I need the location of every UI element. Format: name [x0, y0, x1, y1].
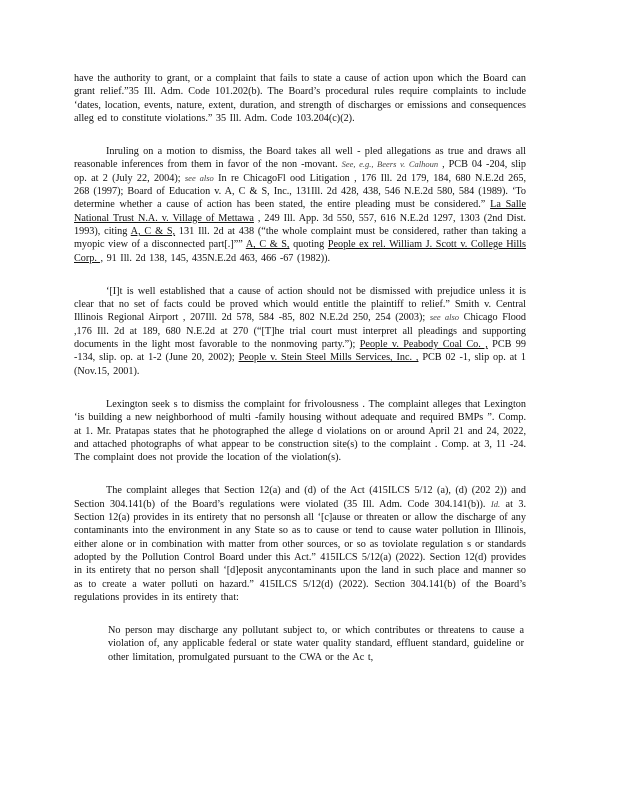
case-citation: La Salle National Trust N.A. v. Village of Mettawa	[74, 199, 526, 224]
text-run: Lexington seek s to dismiss the complaint for frivolousness . The complaint alleges that Lexington ‘is building a new neighborhood of multi -family housing without adequate and required BMPs ”. Comp. at 1. Mr. Pratapas states that he photographed the allege d violations on or around April 21 and 24, 2022, and attached photographs of what appear to be construction site(s) to the complaint . Comp. at 3, 11 -24. The complaint does not provide the location of the violation(s).	[74, 398, 526, 464]
text-run: quoting	[289, 239, 328, 251]
text-run: In re ChicagoFl ood Litigation , 176 Ill. 2d 179, 184, 680 N.E.2d 265, 268 (1997); Board of Education v. A, C & S, Inc., 131Ill. 2d 428, 438, 546 N.E.2d 580, 584 (1989). ‘To determine whether a cause of action has been stated, the entire pleading must be considered.”	[74, 172, 526, 211]
paragraph-1	[74, 72, 526, 125]
paragraph-3	[74, 285, 526, 378]
case-citation: People ex rel. William J. Scott v. College Hills Corp. ,	[74, 239, 527, 264]
text-run: , PCB 04 -204, slip op. at 2 (July 22, 2004);	[74, 159, 526, 184]
case-citation: People v. Stein Steel Mills Services, Inc. ,	[238, 352, 419, 364]
paragraph-5	[74, 484, 526, 604]
signal-phrase: Id.	[490, 498, 501, 509]
signal-phrase: See, e.g., Beers v. Calhoun	[341, 159, 439, 170]
text-run: at 3. Section 12(a) provides in its entirety that no personsh all ‘[c]ause or threaten or allow the discharge of any contaminants into the environment in any State so as to cause or tend to cause water pollution in Illinois, either alone or in combination with matter from other sources, or so as toviolate regulation s or standards adopted by the Pollution Control Board under this Act.” 415ILCS 5/12(a) (2022). Section 12(d) provides in its entirety that no person shall ‘[d]eposit anycontaminants upon the land in such place and manner so as to create a water polluti on hazard.” 415ILCS 5/12(d) (2022). Section 304.141(b) of the Board’s regulations provides in its entirety that:	[74, 498, 527, 603]
text-run: ‘[I]t is well established that a cause of action should not be dismissed with prejudice unless it is clear that no set of facts could be proved which would entitle the plaintiff to relief.” Smith v. Central Illinois Regional Airport , 207Ill. 2d 578, 584 -85, 802 N.E.2d 250, 254 (2003);	[74, 285, 526, 324]
paragraph-2	[74, 145, 526, 265]
text-run: 91 Ill. 2d 138, 145, 435N.E.2d 463, 466 -67 (1982)).	[103, 252, 331, 264]
paragraph-4	[74, 398, 526, 464]
text-run: Inruling on a motion to dismiss, the Board takes all well - pled allegations as true and draws all reasonable inferences from them in favor of the non -movant.	[74, 146, 526, 171]
signal-phrase: see also	[429, 312, 460, 323]
signal-phrase: see also	[184, 172, 214, 183]
text-run: PCB 99 -134, slip. op. at 1-2 (June 20, 2002);	[74, 339, 526, 364]
text-run: The complaint alleges that Section 12(a) and (d) of the Act (415ILCS 5/12 (a), (d) (202 2)) and Section 304.141(b) of the Board’s regulations were violated (35 Ill. Adm. Code 304.141(b)).	[74, 485, 526, 510]
block-quote: No person may discharge any pollutant subject to, or which contributes or threatens to cause a violation of, any applicable federal or state water quality standard, effluent standard, guideline or other limitation, promulgated pursuant to the CWA or the Ac t,	[108, 625, 524, 663]
text-run: PCB 02 -1, slip op. at 1 (Nov.15, 2001).	[74, 352, 526, 377]
text-run: , 249 Ill. App. 3d 550, 557, 616 N.E.2d 1297, 1303 (2nd Dist. 1993), citing	[74, 212, 526, 237]
text-run: have the authority to grant, or a complaint that fails to state a cause of action upon which the Board can grant relief.”35 Ill. Adm. Code 101.202(b). The Board’s procedural rules require complaints to include ‘dates, location, events, nature, extent, duration, and strength of discharges or emissions and consequences alleg ed to constitute violations.” 35 Ill. Adm. Code 103.204(c)(2).	[74, 73, 526, 124]
case-citation: A, C & S,	[245, 239, 290, 251]
case-citation: A, C & S,	[130, 225, 176, 237]
text-run: 131 Ill. 2d at 438 (“the whole complaint must be considered, rather than taking a myopic view of a disconnected part[.]””	[74, 225, 526, 251]
text-run: Chicago Flood ,176 Ill. 2d at 189, 680 N.E.2d at 270 (“[T]he trial court must interpret all pleadings and supporting documents in the light most favorable to the nonmoving party.”);	[74, 312, 526, 351]
case-citation: People v. Peabody Coal Co. ,	[359, 339, 488, 351]
